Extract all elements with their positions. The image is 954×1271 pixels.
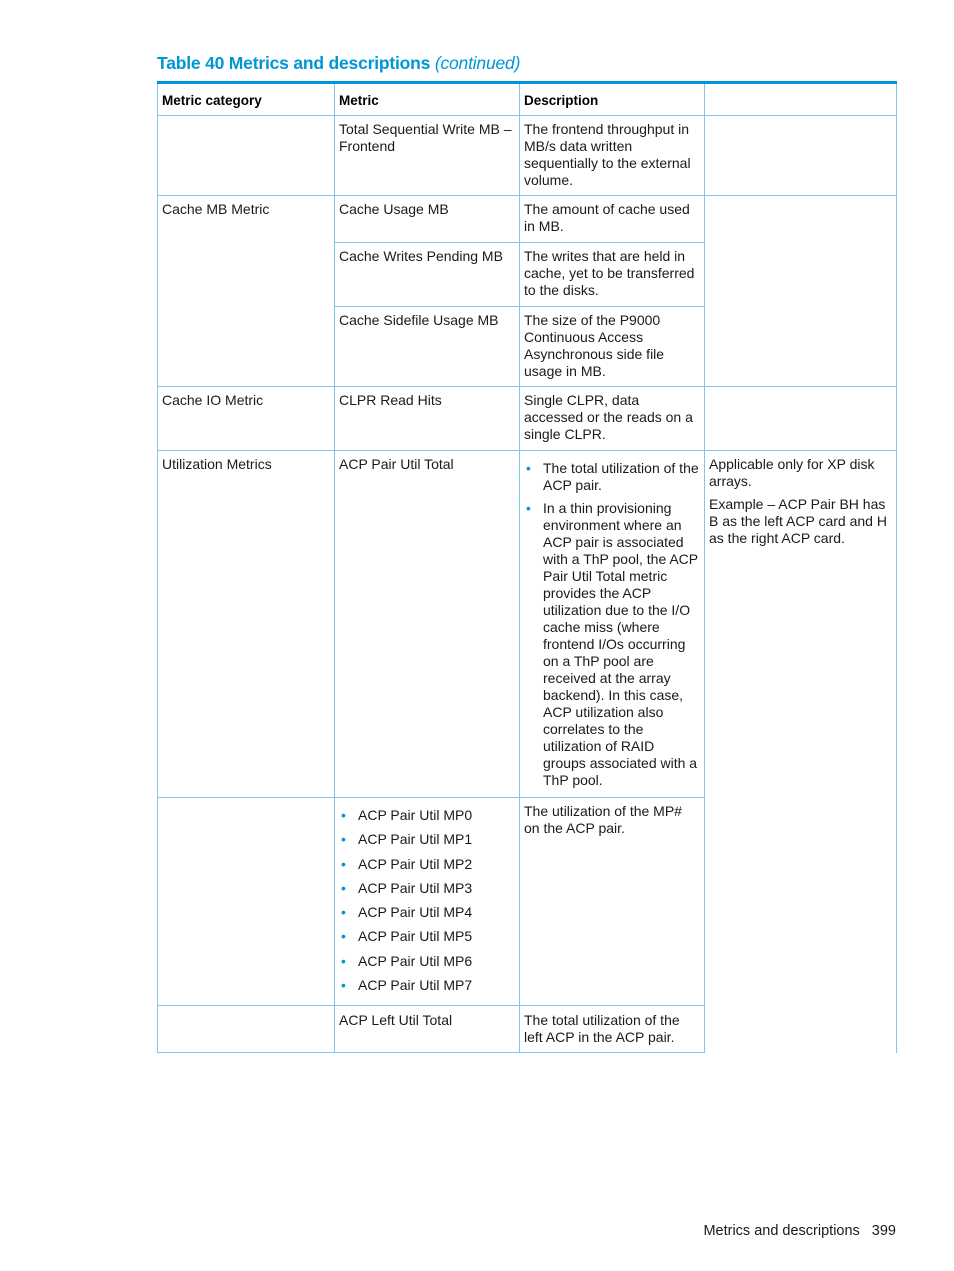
table-border-bottom	[157, 1052, 705, 1053]
metric-cell: CLPR Read Hits	[339, 392, 442, 408]
description-cell: The total utilization of the left ACP in the ACP pair.	[524, 1012, 680, 1045]
row-divider	[334, 242, 705, 243]
notes-cell	[709, 456, 891, 547]
column-header: Description	[524, 93, 599, 108]
column-header: Metric	[339, 93, 379, 108]
row-divider	[157, 450, 897, 451]
description-cell: The utilization of the MP# on the ACP pair.	[524, 803, 682, 836]
row-divider	[157, 1005, 705, 1006]
table-divider-col2	[519, 84, 520, 1053]
description-cell: The frontend throughput in MB/s data written sequentially to the external volume.	[524, 121, 691, 188]
table-continued-label: (continued)	[434, 53, 521, 73]
header-divider	[157, 115, 897, 116]
metric-cell: Total Sequential Write MB – Frontend	[339, 121, 512, 154]
metric-cell: Cache Sidefile Usage MB	[339, 312, 499, 328]
list-item: • The total utilization of the ACP pair.	[524, 460, 700, 494]
description-bullet-list	[524, 460, 700, 789]
table-title-text: Table 40 Metrics and descriptions	[157, 53, 431, 73]
metric-cell: Cache Usage MB	[339, 201, 449, 217]
list-item: • ACP Pair Util MP7	[339, 977, 515, 994]
table-divider-col3	[704, 84, 705, 1053]
description-cell: The amount of cache used in MB.	[524, 201, 690, 234]
row-divider	[157, 386, 897, 387]
row-divider	[157, 195, 897, 196]
metric-cell: Cache Writes Pending MB	[339, 248, 503, 264]
list-item: • ACP Pair Util MP3	[339, 880, 515, 897]
table-divider-col1	[334, 84, 335, 1053]
footer-section-title: Metrics and descriptions	[703, 1223, 860, 1239]
description-cell: The size of the P9000 Continuous Access Asynchronous side file usage in MB.	[524, 312, 665, 379]
table-border-left	[157, 84, 158, 1053]
page-number: 399	[871, 1223, 896, 1239]
list-item: • ACP Pair Util MP4	[339, 904, 515, 921]
category-cell: Cache MB Metric	[162, 201, 270, 217]
metric-cell	[339, 807, 515, 1001]
page-footer	[703, 1223, 896, 1239]
list-item: • ACP Pair Util MP5	[339, 928, 515, 945]
list-item: • ACP Pair Util MP2	[339, 856, 515, 873]
category-cell: Utilization Metrics	[162, 456, 272, 472]
list-item: • ACP Pair Util MP0	[339, 807, 515, 824]
row-divider	[157, 797, 705, 798]
table-title	[157, 53, 520, 74]
list-item: • ACP Pair Util MP6	[339, 953, 515, 970]
note-text: Example – ACP Pair BH has B as the left ACP card and H as the right ACP card.	[709, 496, 887, 546]
table-border-right	[896, 84, 897, 1053]
metric-cell: ACP Left Util Total	[339, 1012, 453, 1028]
description-cell: Single CLPR, data accessed or the reads on a single CLPR.	[524, 392, 693, 442]
list-item: • ACP Pair Util MP1	[339, 831, 515, 848]
note-text: Applicable only for XP disk arrays.	[709, 456, 875, 489]
description-cell: The writes that are held in cache, yet to be transferred to the disks.	[524, 248, 695, 298]
row-divider	[334, 306, 705, 307]
metric-cell: ACP Pair Util Total	[339, 456, 454, 472]
list-item: • In a thin provisioning environment where an ACP pair is associated with a ThP pool, the ACP Pair Util Total metric provides the ACP utilization due to the I/O cache miss (where frontend I/Os occurring on a ThP pool are received at the array backend). In this case, ACP utilization also correlates to the utilization of RAID groups associated with a ThP pool.	[524, 500, 700, 789]
metrics-table	[157, 84, 897, 1053]
category-cell: Cache IO Metric	[162, 392, 264, 408]
description-cell	[524, 460, 700, 795]
metric-bullet-list	[339, 807, 515, 994]
column-header: Metric category	[162, 93, 262, 108]
